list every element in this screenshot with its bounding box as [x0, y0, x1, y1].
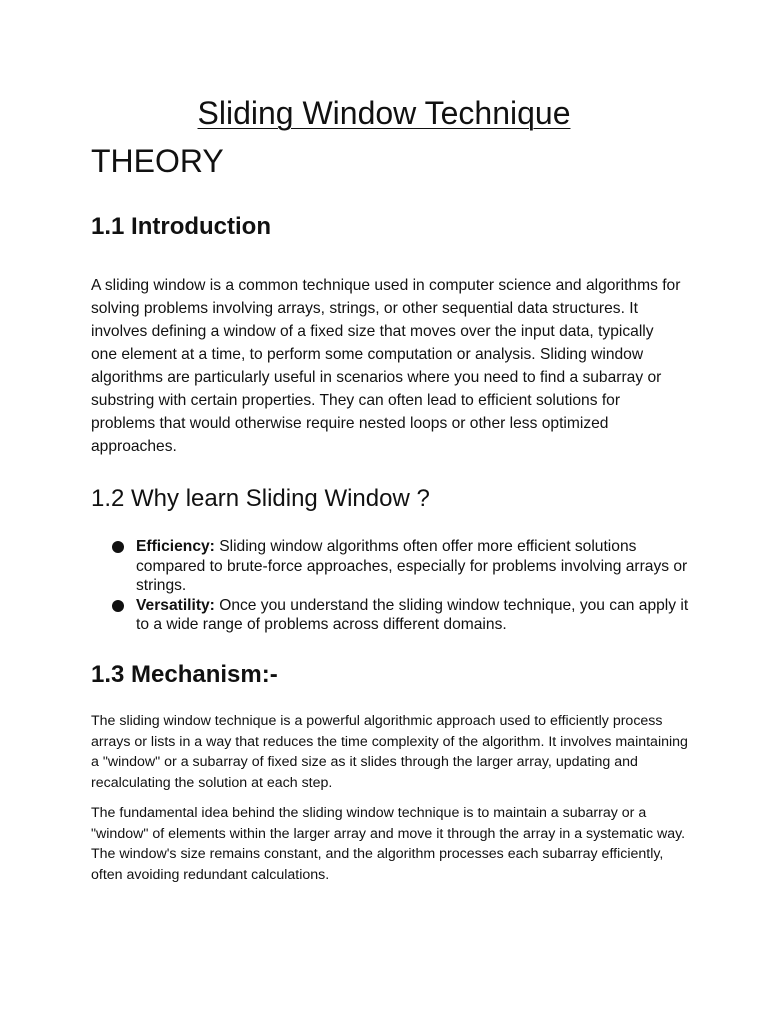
document-title-text: Sliding Window Technique [197, 95, 571, 131]
introduction-heading: 1.1 Introduction [91, 213, 271, 240]
bullet-dot-icon [112, 600, 124, 612]
bullet-item-efficiency [110, 537, 690, 596]
introduction-paragraph: A sliding window is a common technique used in computer science and algorithms for solving problems involving arrays, strings, or other sequential data structures. It involves defining a window of a fixed size that moves over the input data, typically one element at a time, to perform some computation or analysis. Sliding window algorithms are particularly useful in scenarios where you need to find a subarray or substring with certain properties. They can often lead to efficient solutions for problems that would otherwise require nested loops or other less optimized approaches. [91, 277, 681, 455]
bullet-item-versatility [110, 596, 690, 635]
mechanism-heading: 1.3 Mechanism:- [91, 661, 278, 688]
bullet-term: Versatility: [136, 596, 215, 614]
document-title [0, 94, 768, 132]
mechanism-paragraph-1: The sliding window technique is a powerful algorithmic approach used to efficiently process arrays or lists in a way that reduces the time complexity of the algorithm. It involves maintaining a "window" or a subarray of fixed size as it slides through the larger array, updating and recalculating the solution at each step. [91, 713, 688, 791]
bullet-text: Sliding window algorithms often offer more efficient solutions compared to brute-force approaches, especially for problems involving arrays or strings. [136, 538, 688, 594]
mechanism-paragraph-2: The fundamental idea behind the sliding window technique is to maintain a subarray or a "window" of elements within the larger array and move it through the array in a systematic way. The window's size remains constant, and the algorithm processes each subarray efficiently, often avoiding redundant calculations. [91, 805, 686, 883]
bullet-term: Efficiency: [136, 538, 215, 555]
why-learn-heading: 1.2 Why learn Sliding Window ? [91, 485, 430, 512]
bullet-dot-icon [112, 541, 124, 553]
bullet-text: Once you understand the sliding window technique, you can apply it to a wide range of problems across different domains. [136, 596, 689, 633]
theory-heading: THEORY [91, 143, 224, 179]
why-learn-bullet-list [110, 537, 690, 635]
